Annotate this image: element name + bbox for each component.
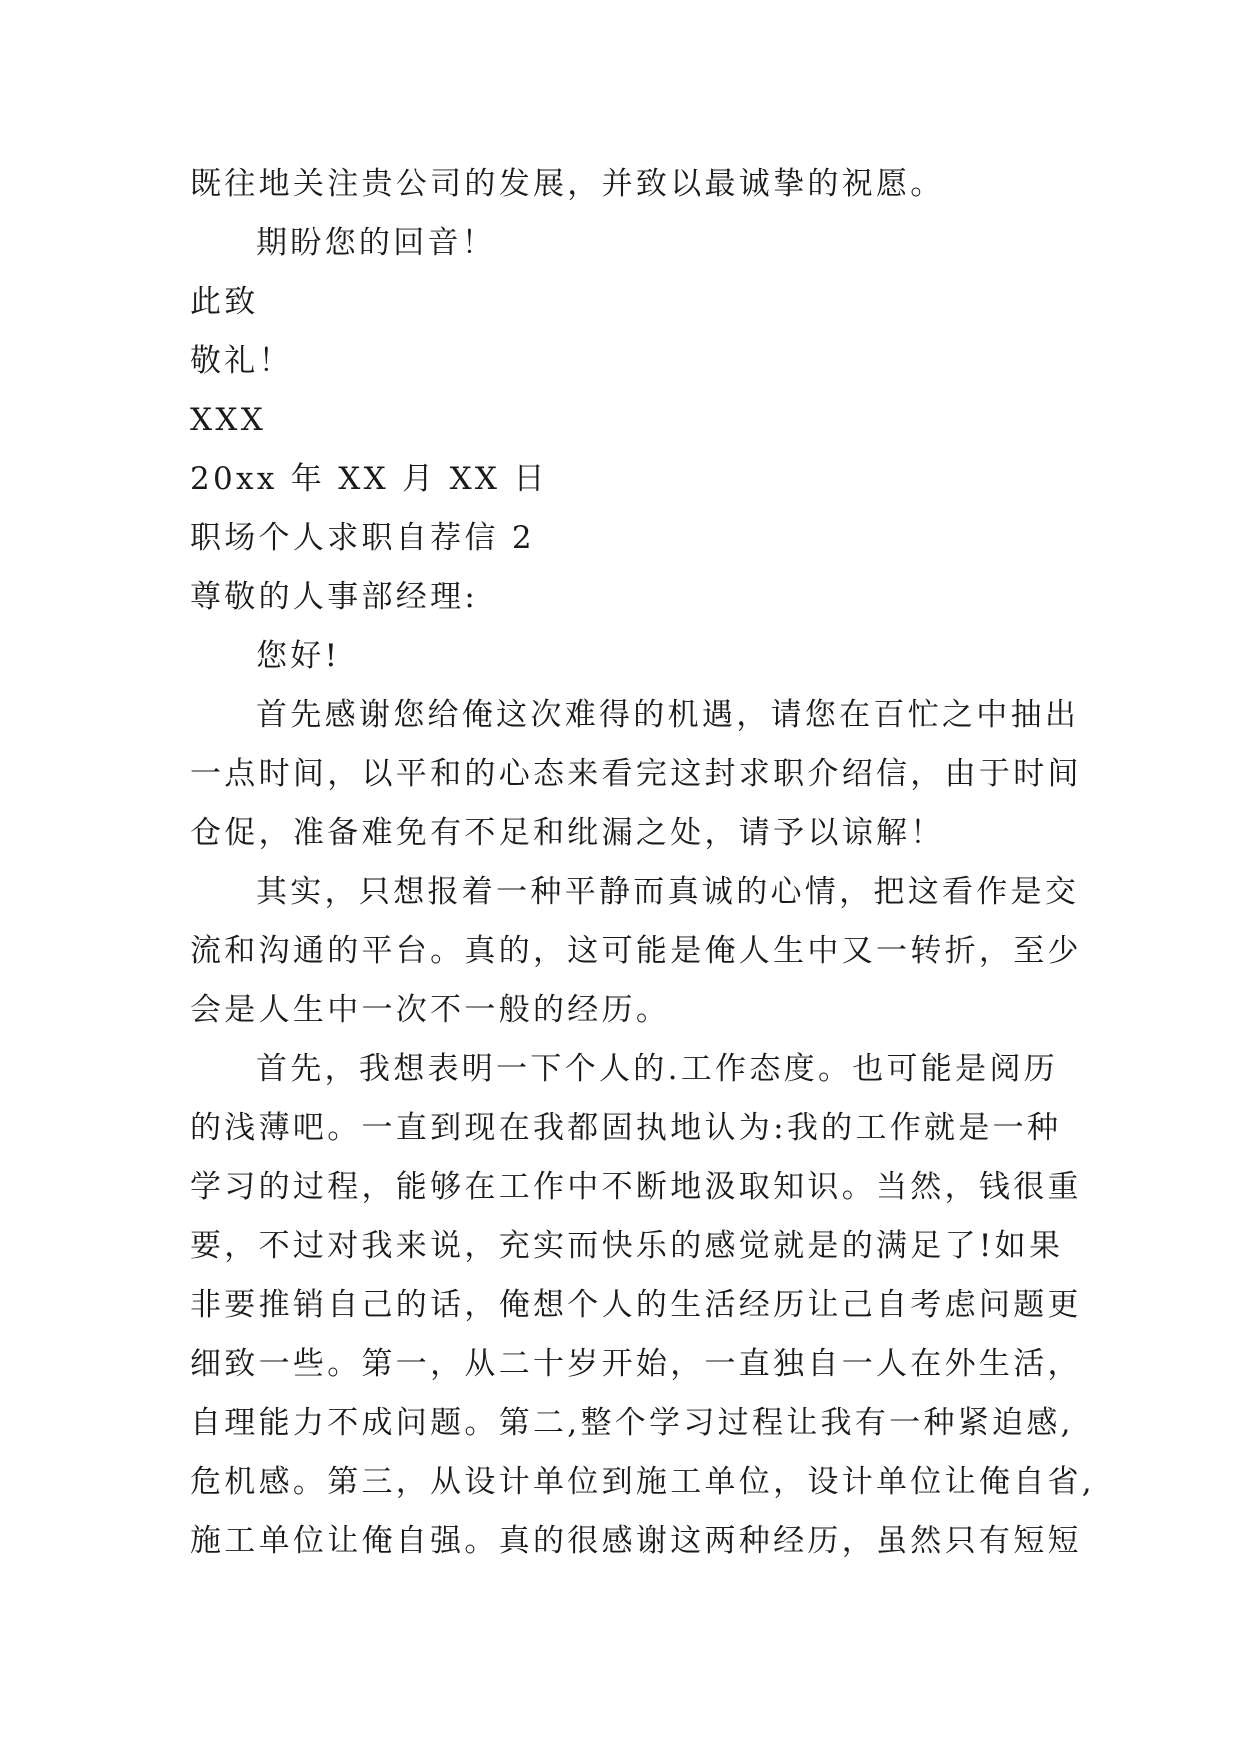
body-line: 既往地关注贵公司的发展，并致以最诚挚的祝愿。	[190, 166, 945, 202]
body-line: 学习的过程，能够在工作中不断地汲取知识。当然，钱很重	[190, 1169, 1082, 1205]
salutation-closing: 此致	[190, 284, 259, 320]
body-line: 要，不过对我来说，充实而快乐的感觉就是的满足了!如果	[190, 1228, 1064, 1264]
body-line: 细致一些。第一，从二十岁开始，一直独自一人在外生活，	[190, 1346, 1082, 1382]
letter-greeting: 尊敬的人事部经理:	[190, 579, 479, 615]
section-title: 职场个人求职自荐信 2	[190, 520, 535, 556]
body-line: 的浅薄吧。一直到现在我都固执地认为:我的工作就是一种	[190, 1110, 1062, 1146]
signature-name: XXX	[190, 402, 267, 438]
body-line: 会是人生中一次不一般的经历。	[190, 992, 671, 1028]
body-line: 首先，我想表明一下个人的.工作态度。也可能是阅历	[256, 1051, 1059, 1087]
body-line: 其实，只想报着一种平静而真诚的心情，把这看作是交	[256, 874, 1080, 910]
letter-hello: 您好!	[256, 638, 341, 674]
body-line: 施工单位让俺自强。真的很感谢这两种经历，虽然只有短短	[190, 1523, 1082, 1559]
body-line: 危机感。第三，从设计单位到施工单位，设计单位让俺自省,	[190, 1464, 1095, 1500]
signature-date: 20xx 年 XX 月 XX 日	[190, 461, 548, 497]
salutation-regards: 敬礼！	[190, 343, 293, 379]
body-line: 流和沟通的平台。真的，这可能是俺人生中又一转折，至少	[190, 933, 1082, 969]
body-line: 仓促，准备难免有不足和纰漏之处，请予以谅解！	[190, 815, 945, 851]
body-line: 非要推销自己的话，俺想个人的生活经历让己自考虑问题更	[190, 1287, 1082, 1323]
closing-expectation: 期盼您的回音！	[256, 225, 497, 261]
body-line: 一点时间，以平和的心态来看完这封求职介绍信，由于时间	[190, 756, 1082, 792]
body-line: 首先感谢您给俺这次难得的机遇，请您在百忙之中抽出	[256, 697, 1080, 733]
body-line: 自理能力不成问题。第二,整个学习过程让我有一种紧迫感,	[190, 1405, 1074, 1441]
letter-body	[190, 155, 1095, 1571]
